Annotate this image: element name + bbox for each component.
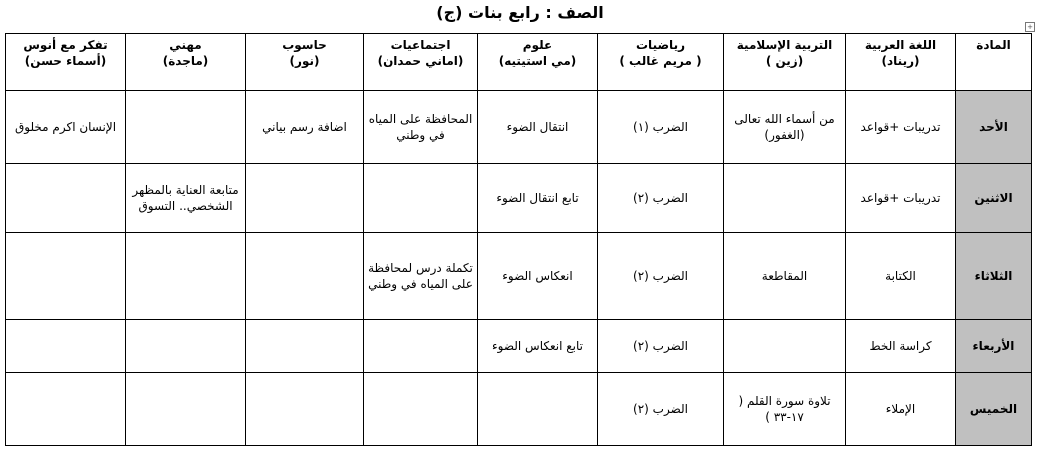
lesson-cell: من أسماء الله تعالى (الغفور) [724, 91, 846, 164]
weekly-schedule-table [5, 33, 1032, 446]
subject-teacher: (نور) [289, 54, 320, 68]
lesson-cell [6, 233, 126, 320]
lesson-cell: تابع انتقال الضوء [478, 164, 598, 233]
lesson-cell: تابع انعكاس الضوء [478, 320, 598, 373]
table-row-wednesday [6, 320, 1032, 373]
subject-teacher: (أسماء حسن) [24, 54, 107, 68]
lesson-cell [246, 164, 364, 233]
lesson-cell [6, 373, 126, 446]
header-row [6, 34, 1032, 91]
day-cell: الاثنين [956, 164, 1032, 233]
lesson-cell: تدريبات +قواعد [846, 91, 956, 164]
lesson-cell [246, 233, 364, 320]
lesson-cell: الضرب (١) [598, 91, 724, 164]
lesson-cell [724, 320, 846, 373]
lesson-cell: انعكاس الضوء [478, 233, 598, 320]
day-cell: الأربعاء [956, 320, 1032, 373]
subject-teacher: (مي استيتيه) [498, 54, 577, 68]
header-subject-social [364, 34, 478, 91]
lesson-cell: الإنسان اكرم مخلوق [6, 91, 126, 164]
lesson-cell: الكتابة [846, 233, 956, 320]
header-subject-math [598, 34, 724, 91]
subject-name: تفكر مع أنوس [23, 38, 108, 52]
subject-name: اللغة العربية [864, 38, 937, 52]
lesson-cell [6, 320, 126, 373]
subject-teacher: (ماجدة) [162, 54, 209, 68]
lesson-cell [724, 164, 846, 233]
header-subject-vocational [126, 34, 246, 91]
header-subject-arabic [846, 34, 956, 91]
subject-teacher: ( مريم غالب ) [619, 54, 702, 68]
subject-name: علوم [522, 38, 553, 52]
subject-name: التربية الإسلامية [736, 38, 833, 52]
lesson-cell [126, 91, 246, 164]
lesson-cell [364, 373, 478, 446]
lesson-cell: المحافظة على المياه في وطني [364, 91, 478, 164]
table-row-thursday [6, 373, 1032, 446]
lesson-cell [364, 320, 478, 373]
lesson-cell: الضرب (٢) [598, 233, 724, 320]
subject-teacher: (اماني حمدان) [377, 54, 464, 68]
lesson-cell: الضرب (٢) [598, 164, 724, 233]
lesson-cell: الضرب (٢) [598, 373, 724, 446]
table-anchor-icon[interactable]: + [1025, 22, 1035, 32]
subject-teacher: (زين ) [765, 54, 804, 68]
table-row-monday [6, 164, 1032, 233]
lesson-cell: الضرب (٢) [598, 320, 724, 373]
header-subject-thinking [6, 34, 126, 91]
header-corner-cell: المادة [956, 34, 1032, 91]
lesson-cell: تدريبات +قواعد [846, 164, 956, 233]
lesson-cell: الإملاء [846, 373, 956, 446]
subject-name: حاسوب [282, 38, 327, 52]
subject-name: رياضيات [636, 38, 685, 52]
day-cell: الثلاثاء [956, 233, 1032, 320]
table-row-sunday [6, 91, 1032, 164]
lesson-cell: كراسة الخط [846, 320, 956, 373]
lesson-cell [126, 320, 246, 373]
lesson-cell: انتقال الضوء [478, 91, 598, 164]
lesson-cell [126, 373, 246, 446]
lesson-cell [478, 373, 598, 446]
day-cell: الأحد [956, 91, 1032, 164]
lesson-cell: متابعة العناية بالمظهر الشخصي.. التسوق [126, 164, 246, 233]
header-subject-islamic [724, 34, 846, 91]
page-title: الصف : رابع بنات (ج) [436, 3, 604, 22]
subject-name: مهني [169, 38, 202, 52]
lesson-cell: المقاطعة [724, 233, 846, 320]
lesson-cell [364, 164, 478, 233]
lesson-cell [126, 233, 246, 320]
lesson-cell: اضافة رسم بياني [246, 91, 364, 164]
lesson-cell [6, 164, 126, 233]
lesson-cell: تلاوة سورة القلم ( ١٧-٣٣ ) [724, 373, 846, 446]
subject-teacher: (ريناد) [881, 54, 920, 68]
subject-name: اجتماعيات [390, 38, 451, 52]
lesson-cell [246, 320, 364, 373]
lesson-cell [246, 373, 364, 446]
header-subject-computer [246, 34, 364, 91]
header-subject-science [478, 34, 598, 91]
table-row-tuesday [6, 233, 1032, 320]
day-cell: الخميس [956, 373, 1032, 446]
lesson-cell: تكملة درس لمحافظة على المياه في وطني [364, 233, 478, 320]
